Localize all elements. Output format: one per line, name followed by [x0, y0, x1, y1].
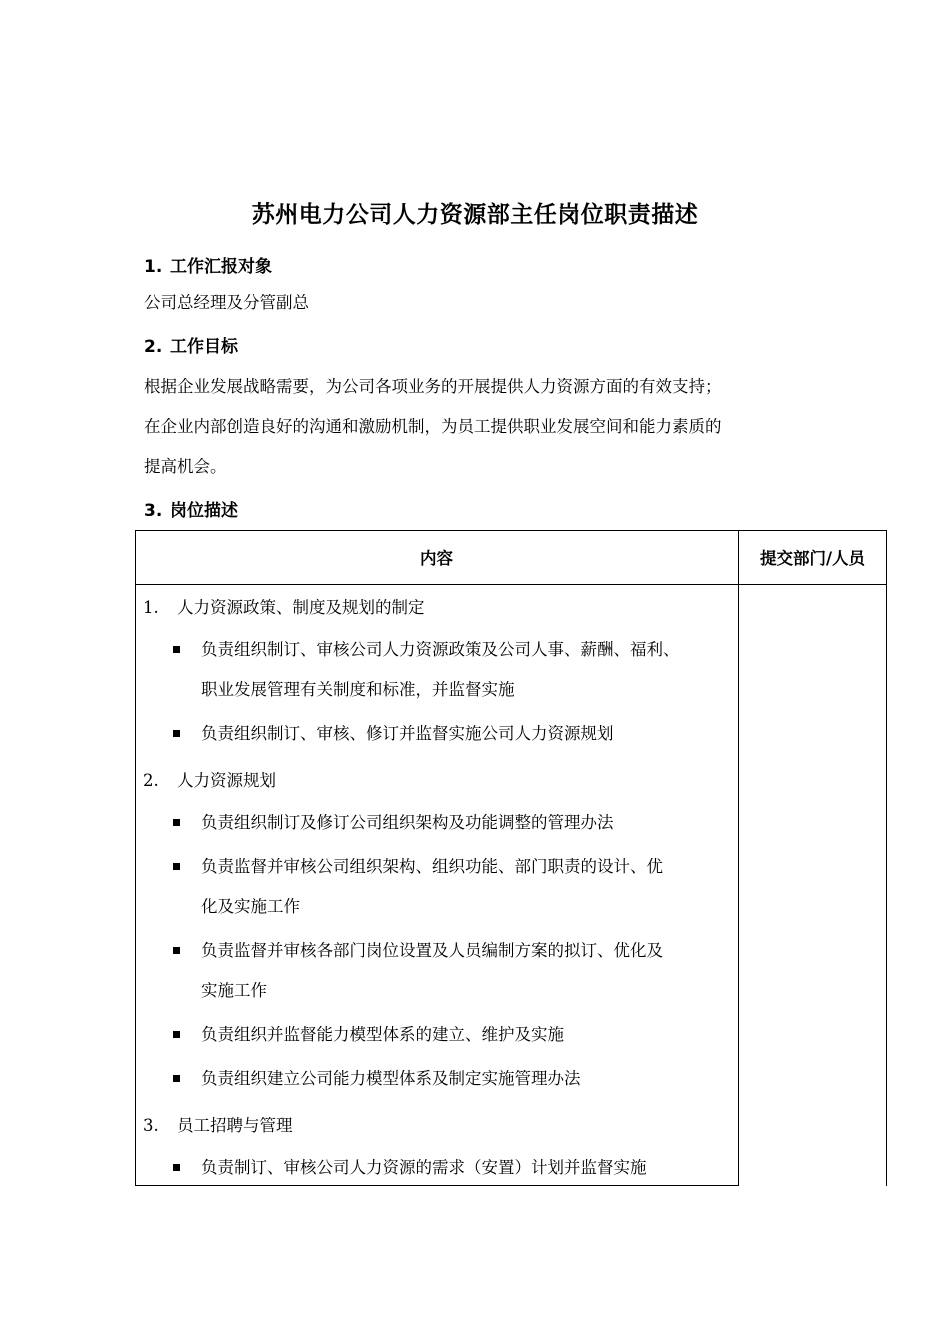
list-item: [135, 630, 737, 714]
bullet-square-icon: [173, 947, 180, 954]
header-content: 内容: [420, 549, 453, 568]
bullet-square-icon: [173, 1075, 180, 1082]
bullet-square-icon: [173, 863, 180, 870]
bullet-square-icon: [173, 1031, 180, 1038]
page-title: 苏州电力公司人力资源部主任岗位职责描述: [251, 202, 699, 228]
item-line: 化及实施工作: [201, 897, 300, 916]
table-content-cell: [135, 585, 737, 1192]
section-heading-reporting: [144, 252, 272, 277]
goal-line: 提高机会。: [144, 457, 227, 476]
goal-paragraph: [144, 367, 824, 487]
bullet-square-icon: [173, 646, 180, 653]
item-line: 负责组织建立公司能力模型体系及制定实施管理办法: [201, 1069, 581, 1088]
item-line: 负责制订、审核公司人力资源的需求（安置）计划并监督实施: [201, 1158, 647, 1177]
bullet-square-icon: [173, 1164, 180, 1171]
item-line: 负责组织并监督能力模型体系的建立、维护及实施: [201, 1025, 564, 1044]
list-item: [135, 1015, 737, 1059]
duty-table: [135, 530, 887, 1186]
section-heading-goal: [144, 332, 238, 357]
table-border-right: [886, 585, 887, 1186]
table-column-divider: [738, 530, 739, 1186]
group-number: 1.: [143, 598, 159, 617]
table-border-right-header: [886, 530, 887, 584]
reporting-text: 公司总经理及分管副总: [144, 293, 309, 312]
group-number: 3.: [143, 1116, 159, 1135]
section-heading-description: [144, 496, 238, 521]
group-title: [135, 585, 737, 630]
list-item: [135, 1059, 737, 1103]
item-line: 负责组织制订、审核公司人力资源政策及公司人事、薪酬、福利、: [201, 640, 680, 659]
item-line: 负责监督并审核各部门岗位设置及人员编制方案的拟订、优化及: [201, 941, 663, 960]
list-item: [135, 803, 737, 847]
section-number: 2.: [144, 337, 163, 357]
bullet-square-icon: [173, 819, 180, 826]
header-department: 提交部门/人员: [759, 549, 866, 568]
group-title-text: 人力资源规划: [177, 771, 276, 790]
group-number: 2.: [143, 771, 159, 790]
group-title-text: 人力资源政策、制度及规划的制定: [177, 598, 425, 617]
goal-line: 根据企业发展战略需要，为公司各项业务的开展提供人力资源方面的有效支持；: [144, 377, 722, 396]
section-title: 工作目标: [170, 337, 238, 357]
item-line: 负责组织制订、审核、修订并监督实施公司人力资源规划: [201, 724, 614, 743]
item-line: 负责监督并审核公司组织架构、组织功能、部门职责的设计、优: [201, 857, 663, 876]
group-title: [135, 1103, 737, 1148]
group-title: [135, 758, 737, 803]
section-number: 1.: [144, 257, 163, 277]
item-line: 负责组织制订及修订公司组织架构及功能调整的管理办法: [201, 813, 614, 832]
item-line: 职业发展管理有关制度和标准，并监督实施: [201, 680, 515, 699]
section-title: 岗位描述: [170, 501, 238, 521]
goal-line: 在企业内部创造良好的沟通和激励机制，为员工提供职业发展空间和能力素质的: [144, 417, 722, 436]
list-item: [135, 1148, 737, 1192]
group-title-text: 员工招聘与管理: [177, 1116, 293, 1135]
section-number: 3.: [144, 501, 163, 521]
list-item: [135, 931, 737, 1015]
list-item: [135, 714, 737, 758]
list-item: [135, 847, 737, 931]
bullet-square-icon: [173, 730, 180, 737]
section-title: 工作汇报对象: [170, 257, 272, 277]
item-line: 实施工作: [201, 981, 267, 1000]
